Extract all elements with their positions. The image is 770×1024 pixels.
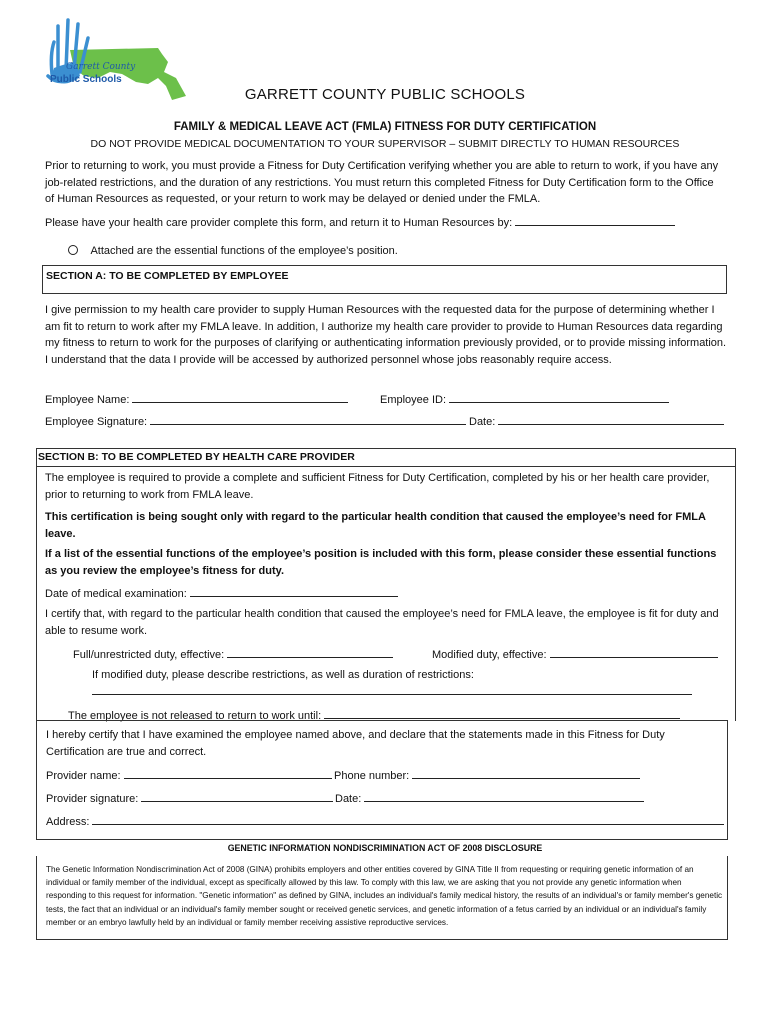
section-b-heading-divider [36, 466, 736, 467]
fit-certify-paragraph: I certify that, with regard to the particular health condition that caused the employee’s need for FMLA leave, the employee is fit for duty and able to resume work. [45, 608, 719, 637]
gina-heading: GENETIC INFORMATION NONDISCRIMINATION ACT OF 2008 DISCLOSURE [227, 843, 543, 853]
full-duty-row [73, 645, 393, 664]
section-a-heading: SECTION A: TO BE COMPLETED BY EMPLOYEE [46, 270, 289, 282]
provider-phone-row [334, 766, 640, 785]
provider-date-label: Date: [335, 793, 362, 805]
provider-phone-field[interactable] [412, 766, 640, 779]
provider-signature-row [46, 789, 333, 808]
submission-notice: DO NOT PROVIDE MEDICAL DOCUMENTATION TO YOUR SUPERVISOR – SUBMIT DIRECTLY TO HUMAN RESOURCES [90, 138, 680, 150]
employee-id-field[interactable] [449, 390, 669, 403]
exam-date-row [45, 584, 398, 603]
employee-date-label: Date: [469, 416, 496, 428]
attached-row [68, 243, 398, 260]
employee-name-row [45, 390, 348, 409]
full-duty-date-field[interactable] [227, 645, 393, 658]
attached-label: Attached are the essential functions of the employee’s position. [90, 245, 398, 257]
not-released-label: The employee is not released to return to work until: [68, 710, 322, 722]
section-b-heading: SECTION B: TO BE COMPLETED BY HEALTH CARE PROVIDER [38, 451, 355, 463]
return-by-row [45, 213, 725, 232]
restrictions-field[interactable] [92, 694, 692, 695]
employee-signature-label: Employee Signature: [45, 416, 148, 428]
return-by-date-field[interactable] [515, 213, 675, 226]
section-a-paragraph: I give permission to my health care provider to supply Human Resources with the requested data for the purpose of determining whether I am fit to return to work after my FMLA leave. In addition, I authorize my health care provider to provide to Human Resources data regarding my fitness to return to work for the purposes of clarifying or authenticating information previously provided, or to provide missing information. I understand that the data I provide will be accessed by authorized personnel whose jobs reasonably require access. [45, 304, 727, 366]
return-by-label: Please have your health care provider complete this form, and return it to Human Resources by: [45, 217, 513, 229]
provider-name-row [46, 766, 332, 785]
modified-duty-date-field[interactable] [550, 645, 718, 658]
section-b-paragraph-1: The employee is required to provide a complete and sufficient Fitness for Duty Certification, completed by his or her health care provider, prior to returning to work from FMLA leave. [45, 472, 710, 501]
exam-date-label: Date of medical examination: [45, 588, 187, 600]
employee-name-label: Employee Name: [45, 394, 130, 406]
provider-date-field[interactable] [364, 789, 644, 802]
modified-duty-label: Modified duty, effective: [432, 649, 547, 661]
full-duty-label: Full/unrestricted duty, effective: [73, 649, 225, 661]
provider-name-field[interactable] [124, 766, 332, 779]
restrictions-label: If modified duty, please describe restrictions, as well as duration of restrictions: [92, 669, 474, 681]
employee-signature-field[interactable] [150, 412, 466, 425]
modified-duty-row [432, 645, 718, 664]
form-subtitle: FAMILY & MEDICAL LEAVE ACT (FMLA) FITNESS FOR DUTY CERTIFICATION [173, 121, 597, 133]
logo-text-line2: Public Schools [50, 74, 122, 85]
employee-id-row [380, 390, 669, 409]
employee-date-field[interactable] [498, 412, 724, 425]
provider-phone-label: Phone number: [334, 770, 410, 782]
provider-date-row [335, 789, 644, 808]
provider-name-label: Provider name: [46, 770, 121, 782]
intro-paragraph: Prior to returning to work, you must provide a Fitness for Duty Certification verifying whether you are able to return to work, if you have any job-related restrictions, and the duration of any restrictions. You must return this completed Fitness for Duty Certification form to the Office of Human Resources as requested, or your return to work may be delayed or denied under the FMLA. [45, 160, 719, 205]
exam-date-field[interactable] [190, 584, 398, 597]
provider-certify-paragraph: I hereby certify that I have examined the employee named above, and declare that the statements made in this Fitness for Duty Certification are true and correct. [46, 729, 665, 758]
employee-date-row [469, 412, 724, 431]
provider-address-row [46, 812, 724, 831]
employee-signature-row [45, 412, 466, 431]
provider-signature-label: Provider signature: [46, 793, 139, 805]
logo-text-line1: Garrett County [66, 62, 136, 72]
provider-signature-field[interactable] [141, 789, 333, 802]
section-b-paragraph-2: This certification is being sought only with regard to the particular health condition that caused the employee’s need for FMLA leave. [45, 511, 706, 540]
employee-name-field[interactable] [132, 390, 348, 403]
page-title: GARRETT COUNTY PUBLIC SCHOOLS [244, 86, 526, 103]
provider-address-label: Address: [46, 816, 90, 828]
provider-address-field[interactable] [92, 812, 724, 825]
not-released-date-field[interactable] [324, 706, 680, 719]
section-b-paragraph-3: If a list of the essential functions of the employee’s position is included with this form, please consider these essential functions as you review the employee’s fitness for duty. [45, 548, 717, 577]
attached-checkbox[interactable] [68, 245, 78, 255]
employee-id-label: Employee ID: [380, 394, 447, 406]
gina-paragraph: The Genetic Information Nondiscrimination Act of 2008 (GINA) prohibits employers and other entities covered by GINA Title II from requesting or requiring genetic information of an individual or family member of the individual, except as specifically allowed by this law. To comply with this law, we are asking that you not provide any genetic information when responding to this request for information. "Genetic information" as defined by GINA, includes an individual's family medical history, the results of an individual's or family member's genetic tests, the fact that an individual or an individual's family member sought or received genetic services, and genetic information of a fetus carried by an individual or an individual's family member or an embryo lawfully held by an individual or family member receiving assistive reproductive services. [46, 865, 723, 927]
